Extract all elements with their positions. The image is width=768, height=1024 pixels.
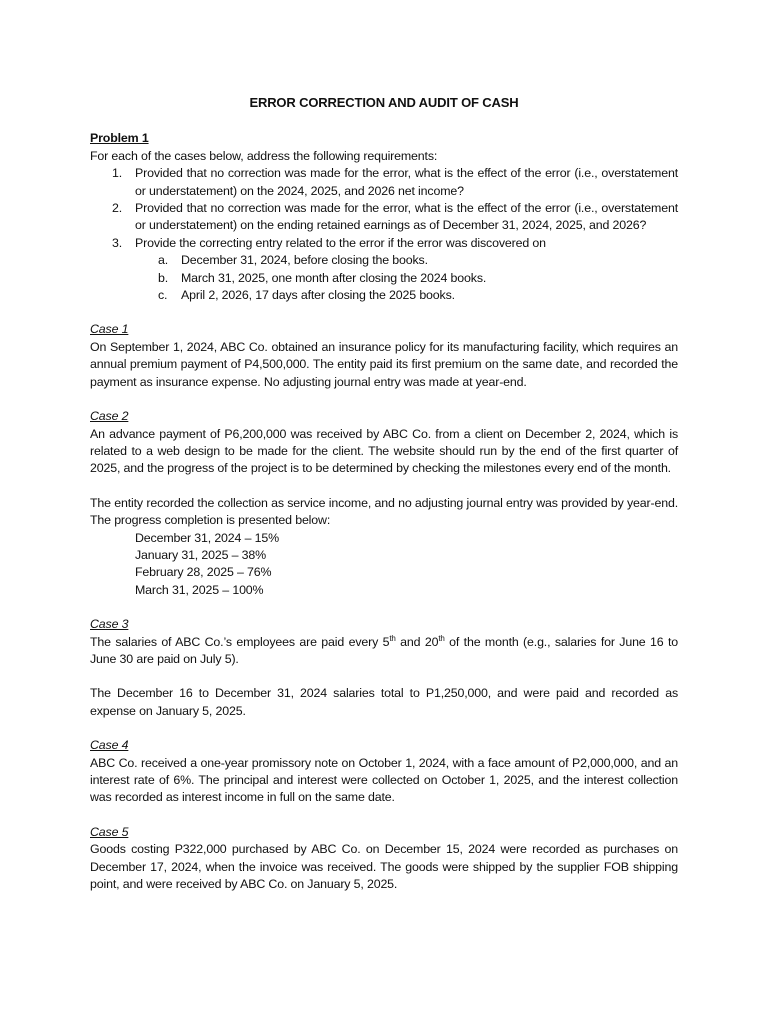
progress-item: March 31, 2025 – 100%: [135, 582, 264, 597]
case-heading: Case 5: [90, 824, 129, 839]
case-1: [90, 321, 678, 391]
sub-item: [90, 252, 678, 269]
case-2-continued: [90, 495, 678, 599]
requirement-number: 3.: [112, 235, 123, 250]
case-paragraph: On September 1, 2024, ABC Co. obtained an insurance policy for its manufacturing facility, which requires an annual premium payment of P4,500,000. The entity paid its first premium on the same date, and recorded the payment as insurance expense. No adjusting journal entry was made at year-end.: [90, 339, 678, 389]
sub-item-letter: b.: [158, 270, 169, 285]
requirement-number: 1.: [112, 166, 123, 181]
ordinal-suffix: th: [438, 633, 445, 643]
sub-item: [90, 287, 678, 304]
requirement-number: 2.: [112, 201, 123, 216]
case-paragraph: An advance payment of P6,200,000 was received by ABC Co. from a client on December 2, 2024, which is related to a web design to be made for the client. The website should run by the end of the first quarter of 2025, and the progress of the project is to be determined by checking the milestones every end of the month.: [90, 426, 678, 476]
case-heading: Case 4: [90, 738, 129, 753]
sub-item-text: March 31, 2025, one month after closing the 2024 books.: [181, 270, 487, 285]
ordinal-suffix: th: [389, 633, 396, 643]
case-paragraph: Goods costing P322,000 purchased by ABC Co. on December 15, 2024 were recorded as purchases on December 17, 2024, when the invoice was received. The goods were shipped by the supplier FOB shipping point, and were received by ABC Co. on January 5, 2025.: [90, 842, 678, 892]
case-3: [90, 616, 678, 668]
requirement-text: Provide the correcting entry related to the error if the error was discovered on: [135, 235, 546, 250]
text-run: and 20: [395, 634, 439, 649]
problem-heading: Problem 1: [90, 131, 149, 146]
case-2: [90, 408, 678, 478]
progress-item: February 28, 2025 – 76%: [135, 565, 272, 580]
sub-item-letter: c.: [158, 288, 168, 303]
sub-item-text: April 2, 2026, 17 days after closing the 2025 books.: [181, 288, 455, 303]
text-run: The salaries of ABC Co.’s employees are paid every 5: [90, 634, 390, 649]
sub-item: [90, 270, 678, 287]
case-4: [90, 737, 678, 807]
case-heading: Case 1: [90, 322, 129, 337]
problem-intro: For each of the cases below, address the following requirements:: [90, 148, 438, 163]
requirement-item: [90, 235, 678, 252]
sub-item-letter: a.: [158, 253, 169, 268]
sub-item-text: December 31, 2024, before closing the books.: [181, 253, 428, 268]
case-5: [90, 824, 678, 894]
requirement-item: [90, 165, 678, 200]
case-paragraph: The entity recorded the collection as service income, and no adjusting journal entry was provided by year-end. The progress completion is presented below:: [90, 495, 678, 528]
case-paragraph: ABC Co. received a one-year promissory note on October 1, 2024, with a face amount of P2,000,000, and an interest rate of 6%. The principal and interest were collected on October 1, 2025, and the interest collection was recorded as interest income in full on the same date.: [90, 755, 678, 805]
case-3-continued: [90, 685, 678, 720]
requirement-item: [90, 200, 678, 235]
requirements-list: [90, 165, 678, 252]
sub-items-list: [90, 252, 678, 304]
requirement-text: Provided that no correction was made for the error, what is the effect of the error (i.e., overstatement or understatement) on the 2024, 2025, and 2026 net income?: [135, 166, 678, 198]
case-heading: Case 3: [90, 617, 129, 632]
progress-item: January 31, 2025 – 38%: [135, 547, 267, 562]
progress-item: December 31, 2024 – 15%: [135, 530, 279, 545]
text-run: of the month (e.g., salaries for June 16 to June 30 are paid on July 5).: [90, 634, 678, 666]
page-title: ERROR CORRECTION AND AUDIT OF CASH: [249, 95, 519, 110]
case-heading: Case 2: [90, 409, 129, 424]
case-paragraph: The December 16 to December 31, 2024 salaries total to P1,250,000, and were paid and recorded as expense on January 5, 2025.: [90, 686, 678, 718]
requirement-text: Provided that no correction was made for the error, what is the effect of the error (i.e., overstatement or understatement) on the ending retained earnings as of December 31, 2024, 2025, and 2026?: [135, 201, 678, 233]
case-paragraph: [90, 634, 678, 669]
